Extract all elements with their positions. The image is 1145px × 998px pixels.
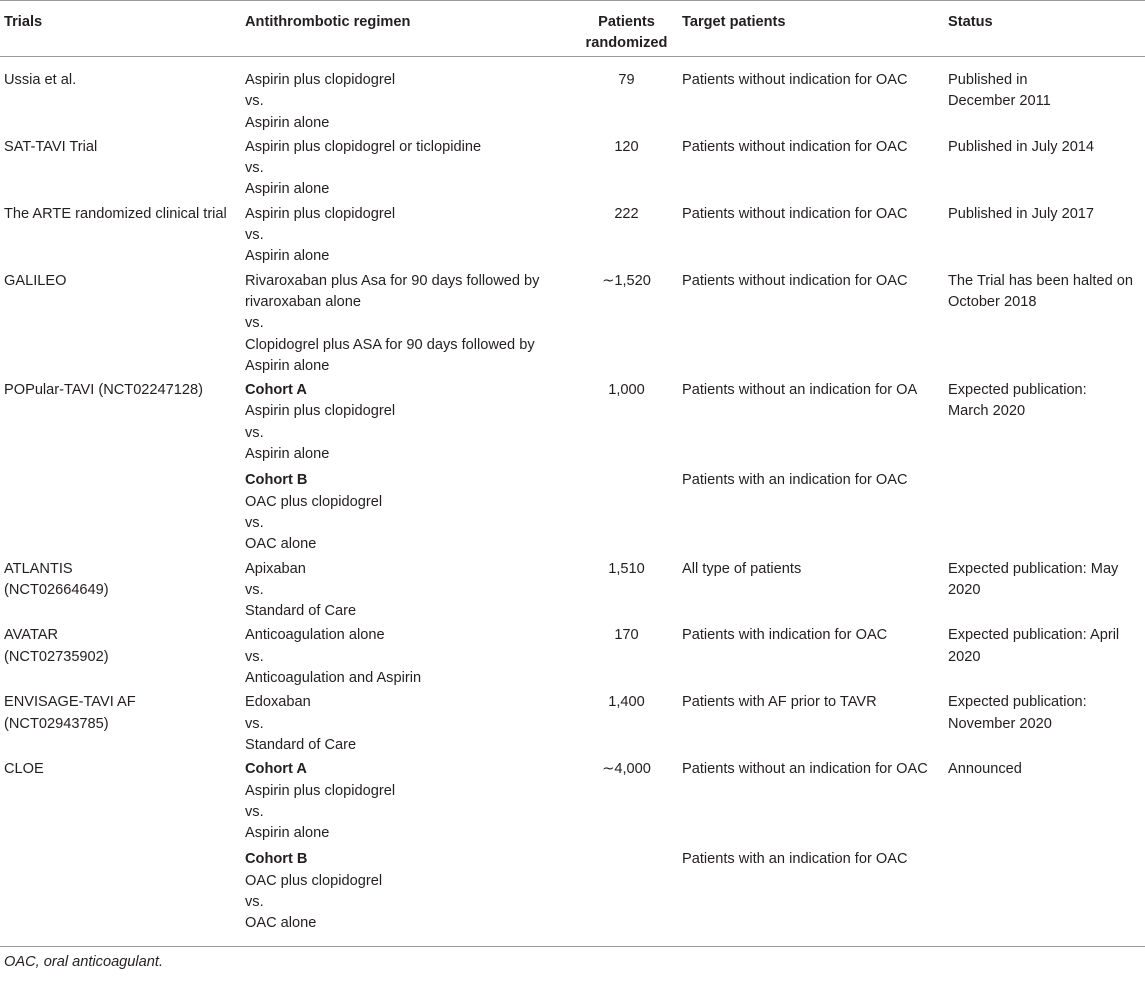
trial-line: ATLANTIS	[4, 560, 73, 577]
status-line: Expected publication:	[948, 382, 1087, 399]
regimen-line: vs.	[245, 648, 264, 665]
table-row	[0, 844, 1145, 946]
cell-target: Patients without indication for OAC	[682, 72, 908, 88]
cell-patients: 120	[614, 138, 639, 155]
cell-patients: 222	[614, 205, 639, 222]
cell-trial: CLOE	[4, 761, 44, 778]
cell-status	[944, 689, 1145, 756]
cell-regimen	[241, 556, 575, 623]
regimen-line: Apixaban	[245, 560, 306, 577]
cell-regimen	[241, 134, 575, 201]
regimen-line: Standard of Care	[245, 736, 357, 753]
regimen-line: Aspirin plus clopidogrel	[245, 205, 396, 222]
cell-target: All type of patients	[682, 560, 802, 577]
cell-status	[944, 377, 1145, 465]
trial-line: (NCT02943785)	[4, 715, 109, 732]
cell-status	[944, 756, 1145, 844]
cell-patients: 1,000	[608, 382, 645, 399]
cell-target: Patients without indication for OAC	[682, 138, 908, 155]
table-header	[0, 1, 1145, 57]
cell-trial: GALILEO	[4, 272, 67, 289]
table-row	[0, 689, 1145, 756]
table-row	[0, 377, 1145, 465]
status-line: December 2011	[948, 93, 1051, 110]
regimen-line: Aspirin alone	[245, 114, 330, 131]
table-row	[0, 622, 1145, 689]
table-row	[0, 556, 1145, 623]
cell-regimen	[241, 57, 575, 134]
regimen-line: Rivaroxaban plus Asa for 90 days followed by	[245, 272, 540, 289]
regimen-line: Anticoagulation alone	[245, 627, 385, 644]
cell-regimen	[241, 622, 575, 689]
header-patients-line1: Patients	[598, 14, 655, 30]
table-row	[0, 268, 1145, 377]
trial-line: ENVISAGE-TAVI AF	[4, 694, 136, 711]
cell-status-empty	[944, 844, 1145, 946]
trial-line: (NCT02735902)	[4, 648, 109, 665]
cell-status	[944, 57, 1145, 134]
regimen-line: Aspirin alone	[245, 181, 330, 198]
cell-target: Patients with AF prior to TAVR	[682, 694, 877, 711]
status-line: October 2018	[948, 293, 1037, 310]
regimen-line: Aspirin alone	[245, 825, 330, 842]
trial-line: AVATAR	[4, 627, 59, 644]
cell-trial-empty	[0, 844, 241, 946]
status-line: Expected publication: May	[948, 560, 1119, 577]
regimen-line: rivaroxaban alone	[245, 293, 362, 310]
header-status: Status	[944, 1, 1145, 57]
regimen-line: vs.	[245, 160, 264, 177]
cohort-label: Cohort A	[245, 761, 307, 778]
cell-patients: ∼1,520	[602, 272, 651, 289]
header-regimen: Antithrombotic regimen	[241, 1, 575, 57]
cell-patients: ∼4,000	[602, 761, 651, 778]
status-line: Expected publication: April	[948, 627, 1120, 644]
regimen-line: vs.	[245, 803, 264, 820]
cell-patients: 79	[618, 72, 635, 88]
status-line: 2020	[948, 581, 981, 598]
cell-patients-empty	[575, 844, 678, 946]
table-row	[0, 465, 1145, 555]
cell-target: Patients with an indication for OAC	[678, 844, 944, 946]
cell-regimen	[241, 689, 575, 756]
header-target: Target patients	[678, 1, 944, 57]
cell-regimen	[241, 465, 575, 555]
regimen-line: Edoxaban	[245, 694, 311, 711]
cell-trial: The ARTE randomized clinical trial	[4, 205, 227, 222]
regimen-line: vs.	[245, 93, 264, 110]
cell-target: Patients without an indication for OA	[682, 382, 918, 399]
cell-trial	[0, 689, 241, 756]
table-body	[0, 57, 1145, 947]
regimen-line: vs.	[245, 581, 264, 598]
cell-trial-empty	[0, 465, 241, 555]
trial-line: (NCT02664649)	[4, 581, 109, 598]
cell-status	[944, 556, 1145, 623]
regimen-line: vs.	[245, 715, 264, 732]
cell-regimen	[241, 268, 575, 377]
regimen-line: vs.	[245, 893, 264, 910]
cell-status	[944, 622, 1145, 689]
regimen-line: OAC alone	[245, 536, 317, 553]
cell-patients: 1,400	[608, 694, 645, 711]
status-line: The Trial has been halted on	[948, 272, 1133, 289]
regimen-line: Aspirin alone	[245, 357, 330, 374]
cohort-label: Cohort B	[245, 472, 308, 489]
regimen-line: Standard of Care	[245, 603, 357, 620]
regimen-line: Aspirin plus clopidogrel or ticlopidine	[245, 138, 482, 155]
table-row	[0, 756, 1145, 844]
status-line: Published in July 2017	[948, 205, 1095, 222]
status-line: November 2020	[948, 715, 1052, 732]
cell-status	[944, 268, 1145, 377]
status-line: Published in	[948, 72, 1028, 88]
regimen-line: vs.	[245, 227, 264, 244]
cell-status	[944, 201, 1145, 268]
regimen-line: Aspirin plus clopidogrel	[245, 403, 396, 420]
table-row	[0, 201, 1145, 268]
cohort-label: Cohort A	[245, 382, 307, 399]
cohort-label: Cohort B	[245, 851, 308, 868]
regimen-line: OAC alone	[245, 915, 317, 932]
cell-trial: SAT-TAVI Trial	[4, 138, 98, 155]
cell-target: Patients without an indication for OAC	[682, 761, 928, 778]
regimen-line: Aspirin plus clopidogrel	[245, 72, 396, 88]
header-trials: Trials	[0, 1, 241, 57]
cell-status-empty	[944, 465, 1145, 555]
header-patients	[575, 1, 678, 57]
status-line: 2020	[948, 648, 981, 665]
cell-regimen	[241, 844, 575, 946]
cell-target: Patients with an indication for OAC	[682, 472, 908, 489]
cell-regimen	[241, 377, 575, 465]
status-line: March 2020	[948, 403, 1026, 420]
status-line: Announced	[948, 761, 1022, 778]
cell-regimen	[241, 756, 575, 844]
cell-trial	[0, 622, 241, 689]
cell-target: Patients without indication for OAC	[682, 272, 908, 289]
regimen-line: vs.	[245, 315, 264, 332]
table-row	[0, 57, 1145, 134]
regimen-line: Anticoagulation and Aspirin	[245, 670, 422, 687]
regimen-line: Aspirin plus clopidogrel	[245, 782, 396, 799]
cell-trial	[0, 556, 241, 623]
cell-target: Patients without indication for OAC	[682, 205, 908, 222]
status-line: Expected publication:	[948, 694, 1087, 711]
status-line: Published in July 2014	[948, 138, 1095, 155]
regimen-line: OAC plus clopidogrel	[245, 872, 383, 889]
cell-trial: POPular-TAVI (NCT02247128)	[4, 382, 203, 399]
regimen-line: Aspirin alone	[245, 446, 330, 463]
cell-trial: Ussia et al.	[4, 72, 77, 88]
cell-status	[944, 134, 1145, 201]
regimen-line: vs.	[245, 424, 264, 441]
regimen-line: Clopidogrel plus ASA for 90 days followed by	[245, 336, 535, 353]
table-footnote: OAC, oral anticoagulant.	[4, 953, 163, 970]
regimen-line: Aspirin alone	[245, 248, 330, 265]
table-row	[0, 134, 1145, 201]
cell-patients: 1,510	[608, 560, 645, 577]
cell-patients: 170	[614, 627, 639, 644]
cell-target: Patients with indication for OAC	[682, 627, 888, 644]
regimen-line: vs.	[245, 514, 264, 531]
cell-patients-empty	[575, 465, 678, 555]
regimen-line: OAC plus clopidogrel	[245, 493, 383, 510]
cell-regimen	[241, 201, 575, 268]
header-patients-line2: randomized	[585, 35, 668, 51]
